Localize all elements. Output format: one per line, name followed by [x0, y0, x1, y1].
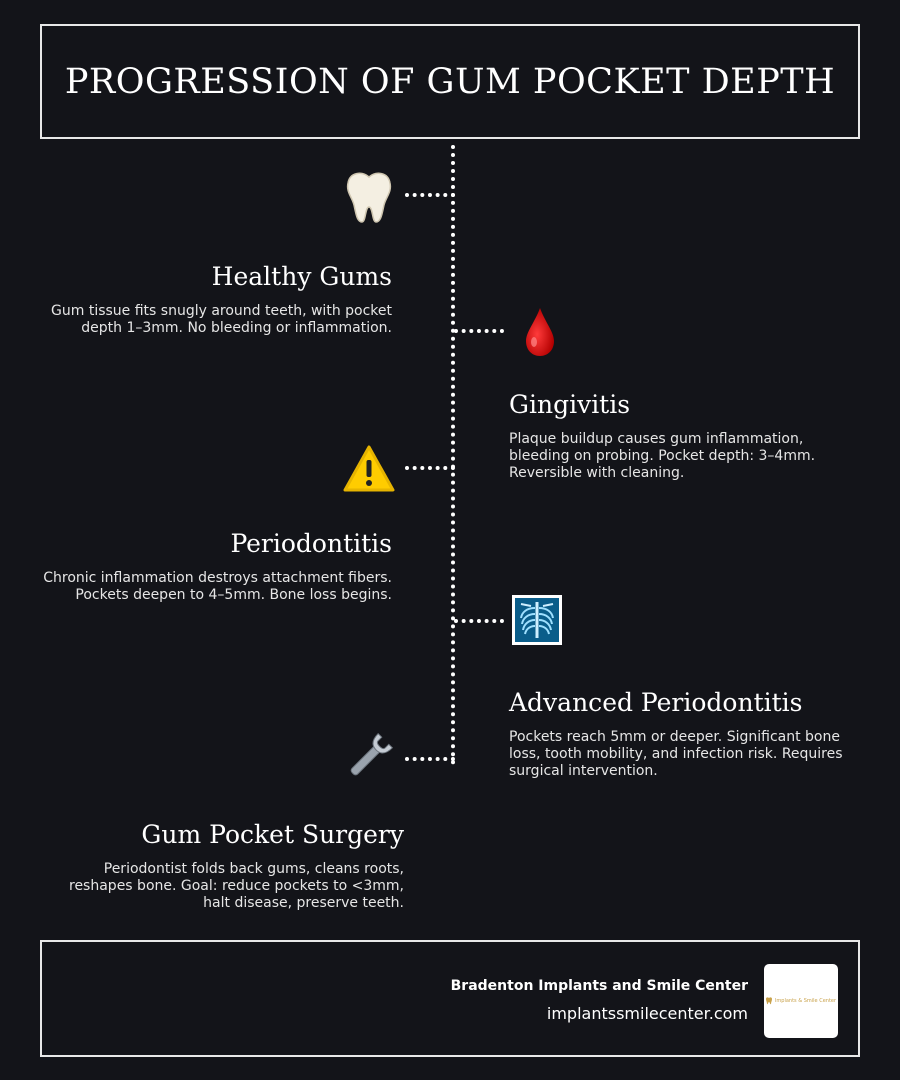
connector-periodontitis [405, 466, 455, 470]
warning-icon [342, 442, 396, 496]
stage-description: Gum tissue fits snugly around teeth, with pocket depth 1–3mm. No bleeding or inflammation. [51, 303, 392, 336]
practice-logo [764, 964, 838, 1038]
website-link[interactable]: implantssmilecenter.com [546, 1004, 748, 1023]
stage-gingivitis [509, 390, 859, 482]
connector-advanced-periodontitis [454, 619, 504, 623]
connector-gum-pocket-surgery [405, 757, 455, 761]
timeline-spine [451, 145, 455, 765]
logo-tooth-icon [766, 997, 772, 1005]
stage-title: Advanced Periodontitis [509, 688, 803, 717]
logo-text: Implants & Smile Center [774, 998, 837, 1004]
stage-title: Healthy Gums [211, 262, 392, 291]
connector-gingivitis [454, 329, 504, 333]
wrench-icon [342, 730, 396, 784]
stage-description: Periodontist folds back gums, cleans roots, reshapes bone. Goal: reduce pockets to <3mm, halt disease, preserve teeth. [69, 861, 404, 911]
practice-name: Bradenton Implants and Smile Center [450, 978, 748, 994]
title-box [40, 24, 860, 139]
connector-healthy-gums [405, 193, 455, 197]
xray-icon [510, 593, 564, 647]
stage-description: Pockets reach 5mm or deeper. Significant bone loss, tooth mobility, and infection risk. Requires surgical intervention. [509, 729, 843, 779]
stage-gum-pocket-surgery [40, 820, 404, 912]
stage-advanced-periodontitis [509, 688, 859, 780]
stage-periodontitis [40, 529, 392, 604]
stage-title: Gingivitis [509, 390, 631, 419]
stage-title: Periodontitis [230, 529, 392, 558]
blood-drop-icon [513, 305, 567, 359]
stage-description: Plaque buildup causes gum inflammation, bleeding on probing. Pocket depth: 3–4mm. Reversible with cleaning. [509, 431, 816, 481]
stage-title: Gum Pocket Surgery [141, 820, 404, 849]
tooth-icon [342, 170, 396, 224]
stage-healthy-gums [40, 262, 392, 337]
footer [40, 940, 860, 1057]
page-title: PROGRESSION OF GUM POCKET DEPTH [64, 61, 836, 102]
stage-description: Chronic inflammation destroys attachment fibers. Pockets deepen to 4–5mm. Bone loss begins. [43, 570, 392, 603]
